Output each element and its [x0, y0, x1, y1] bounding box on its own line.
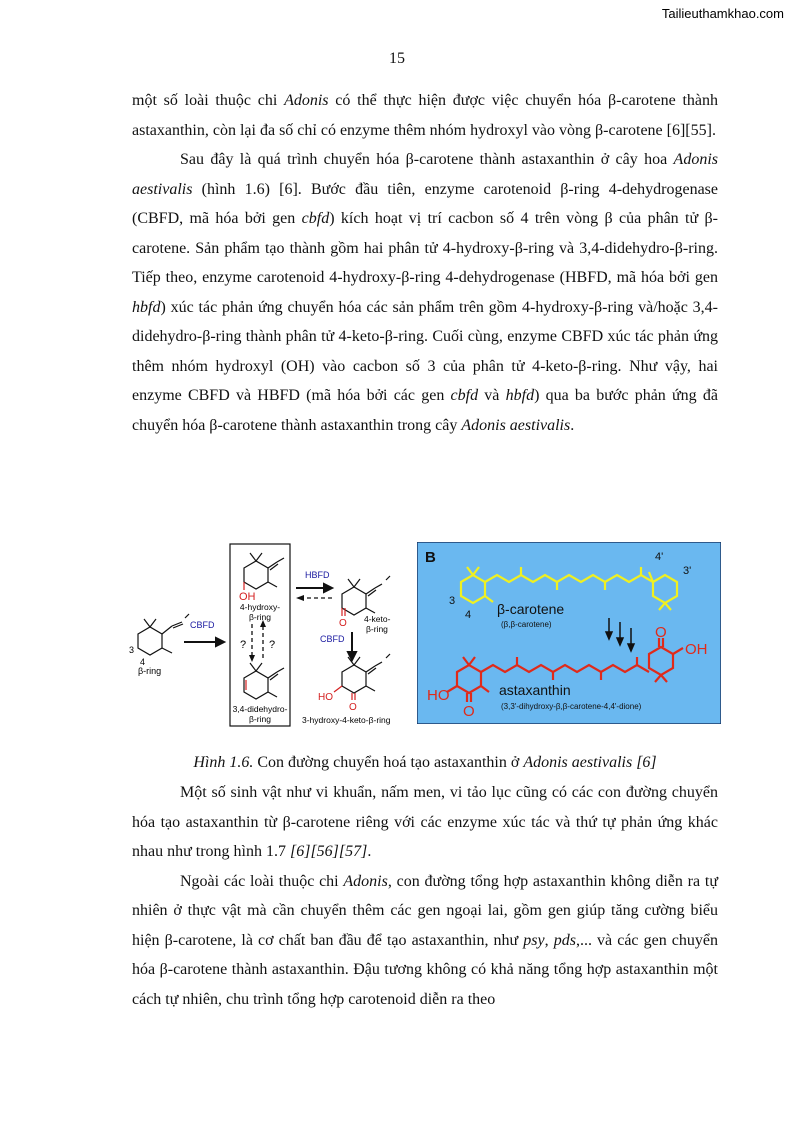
panel-letter: B: [425, 549, 436, 566]
beta-ring-label: β-ring: [138, 666, 162, 676]
page-number: 15: [389, 50, 405, 67]
text-run: ) qua ba bước phản ứng đã chuyển hóa β-carotene thành astaxanthin trong cây: [132, 387, 718, 434]
oh-label-b: OH: [685, 641, 708, 658]
text-run: ,... và các gen chuyển hóa β-carotene thành astaxanthin. Đậu tương không có khả năng tổng hợp astaxanthin một cách tự nhiên, chu trình tổng hợp carotenoid diễn ra theo: [132, 931, 719, 1008]
paragraph-2: [132, 145, 718, 440]
hydroxy-label-2: β-ring: [249, 612, 271, 622]
figure-a-pathway: [120, 540, 410, 730]
paragraph-1: [132, 86, 718, 145]
text-run: Con đường chuyển hoá tạo astaxanthin ở: [253, 754, 524, 771]
text-run: ) kích hoạt vị trí cacbon số 4 trên vòng β của phân tử β-carotene. Sản phẩm tạo thành gồm hai phân tử 4-hydroxy-β-ring và 3,4-didehydro-β-ring. Tiếp theo, enzyme carotenoid 4-hydroxy-β-ring 4-dehydrogenase (HBFD, mã hóa bởi gen: [132, 210, 719, 286]
o-bottom-label: O: [463, 703, 475, 720]
watermark: Tailieuthamkhao.com: [661, 6, 784, 21]
question-mark-1: ?: [240, 639, 247, 651]
figure-b-panel: [417, 542, 721, 724]
cbfd-label-2: CBFD: [320, 634, 345, 644]
text-run: hbfd: [132, 298, 161, 316]
astaxanthin-label: astaxanthin: [499, 682, 571, 698]
oh-label: OH: [239, 591, 256, 603]
hbfd-label: HBFD: [305, 570, 330, 580]
text-run: Adonis aestivalis: [461, 416, 571, 434]
text-run: Một số sinh vật như vi khuẩn, nấm men, vi tảo lục cũng có các con đường chuyển hóa tạo astaxanthin từ β-carotene riêng với các enzyme xúc tác và thứ tự phản ứng khác nhau như trong hình 1.7: [132, 784, 718, 860]
text-run: [6][56][57]: [290, 843, 368, 860]
text-run: Adonis aestivalis: [132, 151, 718, 198]
keto-label-2: β-ring: [366, 624, 388, 634]
o-top-label: O: [655, 624, 667, 641]
hydroxy-label: 4-hydroxy-: [239, 602, 281, 612]
didehydro-label: 3,4-didehydro-: [232, 704, 288, 714]
didehydro-label-2: β-ring: [249, 714, 271, 724]
text-run: cbfd: [450, 387, 479, 404]
beta-carotene-label: β-carotene: [497, 601, 565, 617]
intermediate-box: [230, 544, 290, 726]
text-run: Sau đây là quá trình chuyển hóa β-carotene thành astaxanthin ở cây hoa: [180, 151, 674, 168]
text-run: cbfd: [301, 210, 330, 227]
text-run: hbfd: [505, 387, 535, 404]
text-block-bottom: [132, 778, 718, 1014]
carbon-3-label: 3: [129, 645, 135, 655]
text-run: pds: [553, 931, 576, 949]
text-run: (hình 1.6) [6]. Bước đầu tiên, enzyme carotenoid β-ring 4-dehydrogenase (CBFD, mã hóa bởi gen: [132, 180, 718, 227]
ho-label: HO: [318, 692, 333, 703]
paragraph-4: [132, 867, 718, 1015]
figure-caption: [132, 754, 718, 772]
ho-label-b: HO: [427, 687, 450, 704]
final-o-label: O: [349, 702, 357, 713]
astaxanthin-sub-label: (3,3'-dihydroxy-β,β-carotene-4,4'-dione): [501, 702, 642, 711]
text-run: Adonis: [284, 92, 329, 109]
keto-label: 4-keto-: [364, 614, 391, 624]
carbon-3p-label: 3': [683, 565, 692, 577]
text-run: .: [570, 416, 575, 434]
text-run: Hình 1.6.: [193, 754, 254, 771]
text-block-top: [132, 86, 718, 440]
text-run: và: [478, 387, 506, 404]
paragraph-3: [132, 778, 718, 867]
carbon-4-label: 4: [140, 657, 146, 667]
cbfd-label: CBFD: [190, 620, 215, 630]
question-mark-2: ?: [269, 639, 276, 651]
final-product-label: 3-hydroxy-4-keto-β-ring: [302, 715, 391, 725]
carbon-4-label-b: 4: [465, 609, 472, 621]
text-run: ) xúc tác phản ứng chuyển hóa các sản phẩm trên gồm 4-hydroxy-β-ring và/hoặc 3,4-didehydro-β-ring thành phân tử 4-keto-β-ring. Cuối cùng, enzyme CBFD xúc tác phản ứng thêm nhóm hydroxyl (OH) vào cacbon số 3 của phân tử 4-keto-β-ring. Như vậy, hai enzyme CBFD và HBFD (mã hóa bởi các gen: [132, 298, 718, 404]
carbon-4p-label: 4': [655, 551, 664, 563]
text-run: , con đường tổng hợp astaxanthin không diễn ra tự nhiên ở thực vật mà cần chuyển thêm các gen ngoại lai, gồm gen giúp tăng cường biểu hiện β-carotene, là cơ chất ban đầu để tạo astaxanthin, như: [132, 872, 718, 949]
text-run: psy: [523, 931, 545, 949]
text-run: ,: [544, 931, 554, 949]
text-run: có thể thực hiện được việc chuyển hóa β-carotene thành astaxanthin, còn lại đa số chỉ có enzyme thêm nhóm hydroxyl vào vòng β-carotene [6][55].: [132, 92, 719, 139]
keto-o-label: O: [339, 618, 347, 629]
beta-ring-shape: [138, 627, 162, 655]
text-run: Ngoài các loài thuộc chi: [180, 872, 344, 890]
text-run: Adonis aestivalis [6]: [523, 754, 657, 771]
text-run: một số loài thuộc chi: [132, 92, 285, 109]
text-run: .: [367, 843, 372, 860]
text-run: Adonis: [343, 872, 388, 890]
beta-carotene-sub-label: (β,β-carotene): [501, 620, 552, 629]
carbon-3-label-b: 3: [449, 595, 456, 607]
